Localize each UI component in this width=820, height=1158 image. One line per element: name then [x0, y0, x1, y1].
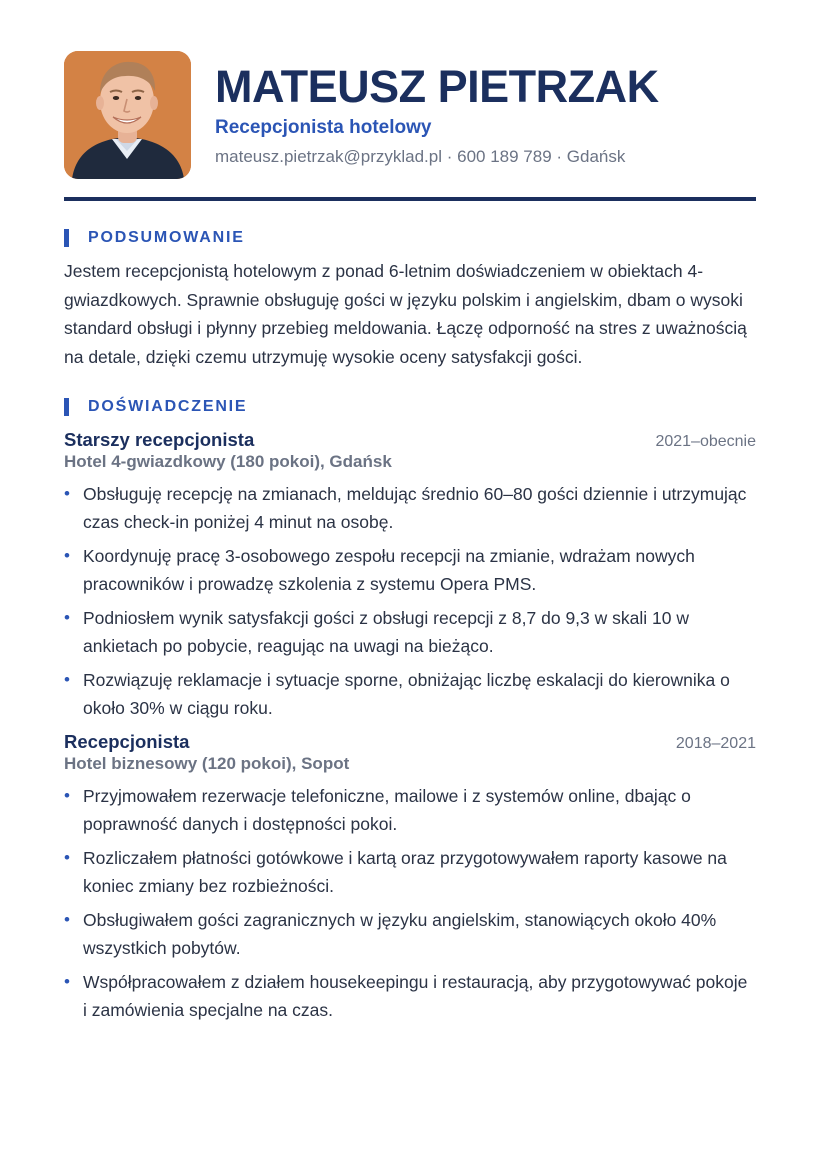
experience-heading [64, 397, 247, 417]
candidate-name: MATEUSZ PIETRZAK [215, 61, 659, 112]
bullet-icon: • [64, 972, 70, 991]
bullet-text: Rozliczałem płatności gotówkowe i kartą oraz przygotowywałem raporty kasowe na koniec zmiany bez rozbieżności. [83, 848, 727, 896]
header-divider [64, 197, 756, 201]
summary-text: Jestem recepcjonistą hotelowym z ponad 6-letnim doświadczeniem w obiektach 4-gwiazdkowych. Sprawnie obsługuję gości w języku polskim i angielskim, dbam o wysoki standard obsługi i płynny przebieg meldowania. Łączę odporność na stres z uważnością na detale, dzięki czemu utrzymuję wysokie oceny satysfakcji gości. [64, 261, 747, 367]
bullet-text: Rozwiązuję reklamacje i sytuacje sporne, obniżając liczbę eskalacji do kierownika o około 30% w ciągu roku. [83, 670, 730, 718]
bullet-text: Współpracowałem z działem housekeepingu i restauracją, aby przygotowywać pokoje i zamówienia specjalne na czas. [83, 972, 748, 1020]
job-entry [64, 429, 756, 728]
bullet-icon: • [64, 546, 70, 565]
bullet-icon: • [64, 484, 70, 503]
bullet-item [64, 604, 756, 660]
contact-line: mateusz.pietrzak@przyklad.pl · 600 189 789 · Gdańsk [215, 147, 626, 166]
bullet-item [64, 906, 756, 962]
bullet-text: Koordynuję pracę 3-osobowego zespołu recepcji na zmianie, wdrażam nowych pracowników i prowadzę szkolenia z systemu Opera PMS. [83, 546, 695, 594]
header-text [215, 61, 659, 169]
bullet-item [64, 968, 756, 1024]
bullet-icon: • [64, 910, 70, 929]
section-marker [64, 229, 69, 247]
job-title: Starszy recepcjonista [64, 429, 255, 450]
bullet-icon: • [64, 670, 70, 689]
bullet-icon: • [64, 848, 70, 867]
job-bullets [64, 782, 756, 1024]
section-marker [64, 398, 69, 416]
bullet-icon: • [64, 608, 70, 627]
bullet-item [64, 844, 756, 900]
job-dates: 2018–2021 [675, 735, 756, 752]
bullet-item [64, 782, 756, 838]
candidate-role: Recepcjonista hotelowy [215, 117, 432, 138]
bullet-item [64, 480, 756, 536]
job-title: Recepcjonista [64, 731, 190, 752]
summary-heading [64, 228, 245, 248]
bullet-text: Obsługuję recepcję na zmianach, meldując średnio 60–80 gości dziennie i utrzymując czas check-in poniżej 4 minut na osobę. [83, 484, 747, 532]
job-header [64, 429, 756, 451]
bullet-item [64, 666, 756, 722]
bullet-text: Podniosłem wynik satysfakcji gości z obsługi recepcji z 8,7 do 9,3 w skali 10 w ankietach po pobycie, reagując na uwagi na bieżąco. [83, 608, 689, 656]
resume-header [64, 51, 756, 179]
job-header [64, 731, 756, 753]
bullet-item [64, 542, 756, 598]
summary-title: PODSUMOWANIE [88, 229, 245, 246]
job-bullets [64, 480, 756, 722]
bullet-text: Przyjmowałem rezerwacje telefoniczne, mailowe i z systemów online, dbając o poprawność danych i dostępności pokoi. [83, 786, 691, 834]
job-company: Hotel 4-gwiazdkowy (180 pokoi), Gdańsk [64, 452, 392, 471]
bullet-text: Obsługiwałem gości zagranicznych w języku angielskim, stanowiących około 40% wszystkich pobytów. [83, 910, 717, 958]
bullet-icon: • [64, 786, 70, 805]
job-entry [64, 731, 756, 1030]
experience-title: DOŚWIADCZENIE [88, 398, 248, 415]
job-company: Hotel biznesowy (120 pokoi), Sopot [64, 754, 350, 773]
profile-photo [64, 51, 191, 179]
job-dates: 2021–obecnie [655, 433, 756, 450]
